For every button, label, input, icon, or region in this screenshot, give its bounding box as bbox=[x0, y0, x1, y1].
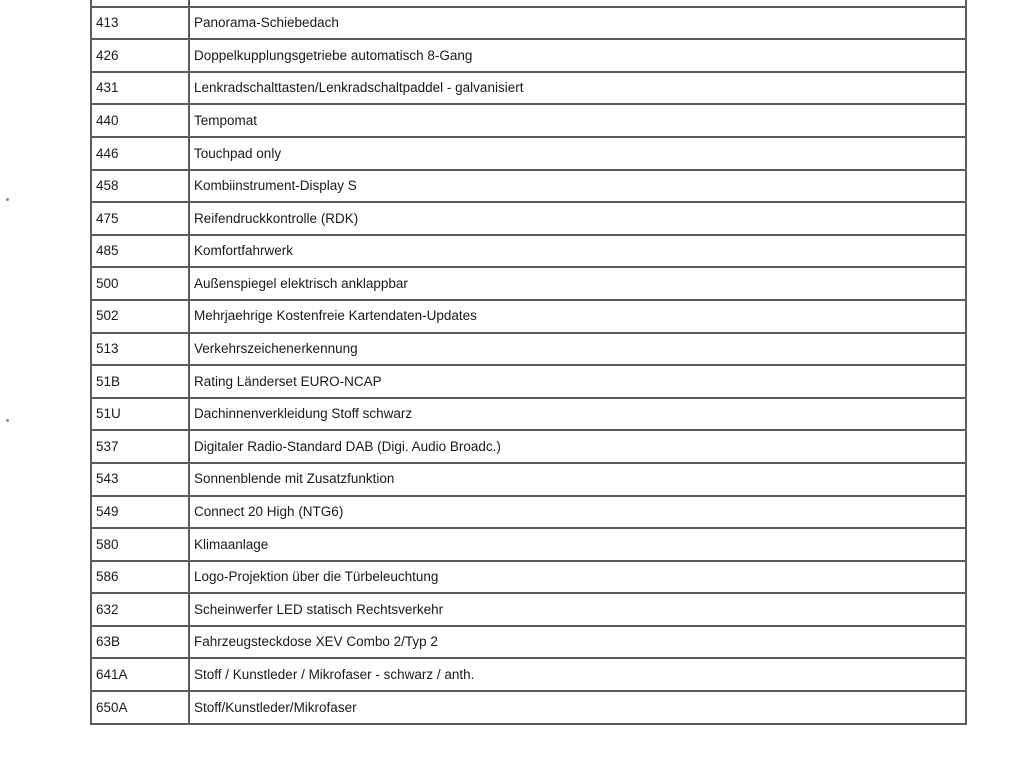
option-description-cell: Komfortfahrwerk bbox=[189, 235, 966, 268]
option-code-cell: 500 bbox=[91, 267, 189, 300]
option-code-cell: 549 bbox=[91, 496, 189, 529]
table-row bbox=[91, 104, 966, 137]
table-body bbox=[91, 0, 966, 724]
table-row bbox=[91, 430, 966, 463]
option-code-cell: 641A bbox=[91, 658, 189, 691]
option-description-cell: Tempomat bbox=[189, 104, 966, 137]
option-description-cell: Touchpad only bbox=[189, 137, 966, 170]
table-row bbox=[91, 496, 966, 529]
table-row bbox=[91, 398, 966, 431]
table-row bbox=[91, 593, 966, 626]
option-description-cell: Stoff / Kunstleder / Mikrofaser - schwarz / anth. bbox=[189, 658, 966, 691]
option-code-cell: 650A bbox=[91, 691, 189, 724]
option-description-cell: Doppelkupplungsgetriebe automatisch 8-Gang bbox=[189, 39, 966, 72]
table-row bbox=[91, 300, 966, 333]
option-code-cell: 413 bbox=[91, 7, 189, 40]
option-description-cell: Digitaler Radio-Standard DAB (Digi. Audio Broadc.) bbox=[189, 430, 966, 463]
option-code-cell: 632 bbox=[91, 593, 189, 626]
option-description-cell: Connect 20 High (NTG6) bbox=[189, 496, 966, 529]
option-code-cell: 543 bbox=[91, 463, 189, 496]
margin-dot bbox=[6, 198, 9, 201]
option-description-cell: Sonnenblende mit Zusatzfunktion bbox=[189, 463, 966, 496]
table-row bbox=[91, 333, 966, 366]
table-row bbox=[91, 463, 966, 496]
option-code-cell: 63B bbox=[91, 626, 189, 659]
option-description-cell: Außenspiegel elektrisch anklappbar bbox=[189, 267, 966, 300]
table-row bbox=[91, 561, 966, 594]
option-description-cell: Stoff/Kunstleder/Mikrofaser bbox=[189, 691, 966, 724]
table-row bbox=[91, 39, 966, 72]
option-code-cell: 446 bbox=[91, 137, 189, 170]
option-code-cell: 431 bbox=[91, 72, 189, 105]
option-code-cell bbox=[91, 0, 189, 7]
option-code-cell: 475 bbox=[91, 202, 189, 235]
option-description-cell: Mehrjaehrige Kostenfreie Kartendaten-Updates bbox=[189, 300, 966, 333]
option-description-cell: Panorama-Schiebedach bbox=[189, 7, 966, 40]
table-row bbox=[91, 137, 966, 170]
option-code-cell: 513 bbox=[91, 333, 189, 366]
table-row bbox=[91, 658, 966, 691]
option-code-cell: 537 bbox=[91, 430, 189, 463]
options-code-table bbox=[90, 0, 967, 725]
option-code-cell: 51U bbox=[91, 398, 189, 431]
table-row bbox=[91, 72, 966, 105]
option-description-cell: Scheinwerfer LED statisch Rechtsverkehr bbox=[189, 593, 966, 626]
option-description-cell: Kombiinstrument-Display S bbox=[189, 170, 966, 203]
table-row bbox=[91, 235, 966, 268]
option-description-cell: Verkehrszeichenerkennung bbox=[189, 333, 966, 366]
option-description-cell: Lenkradschalttasten/Lenkradschaltpaddel - galvanisiert bbox=[189, 72, 966, 105]
option-code-cell: 580 bbox=[91, 528, 189, 561]
option-code-cell: 586 bbox=[91, 561, 189, 594]
margin-dot bbox=[6, 419, 9, 422]
option-description-cell: Fahrzeugsteckdose XEV Combo 2/Typ 2 bbox=[189, 626, 966, 659]
table-row bbox=[91, 202, 966, 235]
option-description-cell: Dachinnenverkleidung Stoff schwarz bbox=[189, 398, 966, 431]
table-row bbox=[91, 267, 966, 300]
option-code-cell: 440 bbox=[91, 104, 189, 137]
option-code-cell: 458 bbox=[91, 170, 189, 203]
table-row bbox=[91, 691, 966, 724]
option-code-cell: 51B bbox=[91, 365, 189, 398]
table-row bbox=[91, 528, 966, 561]
option-code-cell: 426 bbox=[91, 39, 189, 72]
option-code-cell: 485 bbox=[91, 235, 189, 268]
table-row bbox=[91, 626, 966, 659]
table-row bbox=[91, 170, 966, 203]
option-description-cell: Reifendruckkontrolle (RDK) bbox=[189, 202, 966, 235]
option-description-cell: Klimaanlage bbox=[189, 528, 966, 561]
table-row bbox=[91, 365, 966, 398]
option-code-cell: 502 bbox=[91, 300, 189, 333]
option-description-cell bbox=[189, 0, 966, 7]
table-row bbox=[91, 0, 966, 7]
option-description-cell: Logo-Projektion über die Türbeleuchtung bbox=[189, 561, 966, 594]
table-row bbox=[91, 7, 966, 40]
option-description-cell: Rating Länderset EURO-NCAP bbox=[189, 365, 966, 398]
